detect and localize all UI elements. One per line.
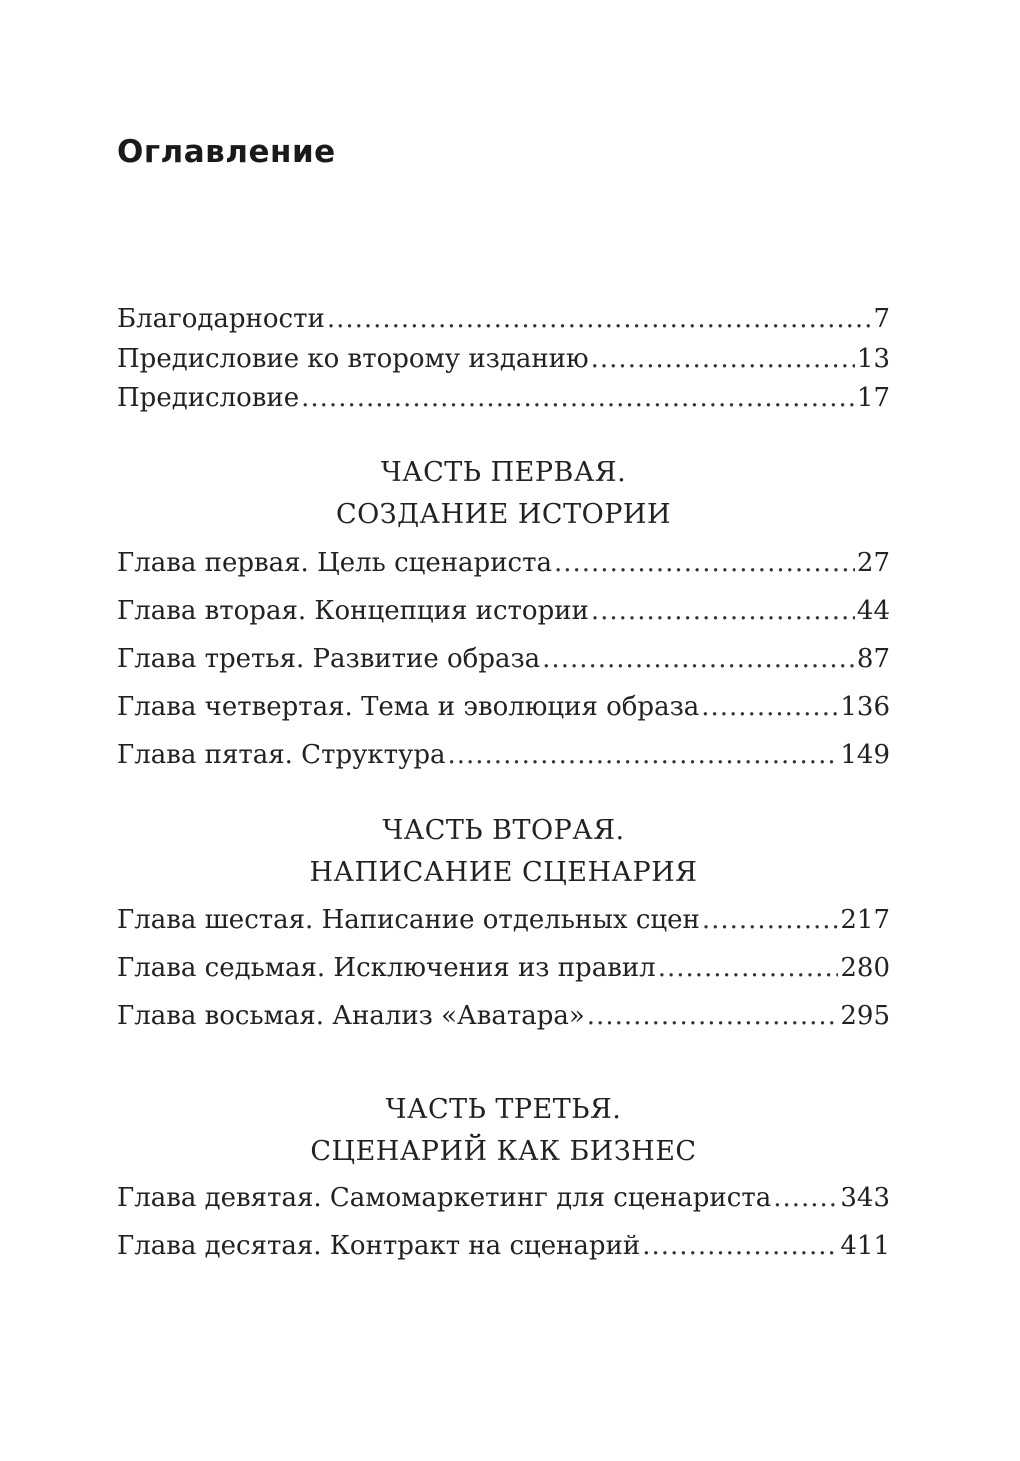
part-title: НАПИСАНИЕ СЦЕНАРИЯ	[309, 857, 698, 888]
part-number: ЧАСТЬ ВТОРАЯ.	[382, 815, 625, 846]
page-title: Оглавление	[117, 134, 336, 170]
toc-entry[interactable]	[117, 992, 890, 1040]
part-title: СОЗДАНИЕ ИСТОРИИ	[335, 499, 671, 530]
toc-entry[interactable]	[117, 944, 890, 992]
toc-entry-label: Глава первая. Цель сценариста	[117, 548, 552, 578]
toc-entry-label: Предисловие	[117, 383, 300, 413]
toc-entry-label: Глава четвертая. Тема и эволюция образа	[117, 692, 700, 722]
toc-entry-label: Глава седьмая. Исключения из правил	[117, 953, 656, 983]
toc-entry[interactable]	[117, 896, 890, 944]
toc-entry[interactable]	[117, 731, 890, 779]
part-heading	[117, 452, 890, 536]
toc-entry-page: 217	[840, 905, 890, 935]
toc-entry[interactable]	[117, 683, 890, 731]
dot-leader	[554, 539, 855, 587]
toc-entry-page: 44	[856, 596, 890, 626]
toc-entry-page: 7	[873, 304, 890, 334]
dot-leader	[301, 379, 855, 419]
toc-entry-page: 295	[840, 1001, 890, 1031]
toc-entry-page: 343	[840, 1183, 890, 1213]
toc-entry-page: 87	[856, 644, 890, 674]
dot-leader	[658, 944, 839, 992]
toc-entry[interactable]	[117, 539, 890, 587]
toc-entry-label: Глава вторая. Концепция истории	[117, 596, 589, 626]
part-number: ЧАСТЬ ПЕРВАЯ.	[380, 457, 627, 488]
toc-entry[interactable]	[117, 587, 890, 635]
part-heading	[117, 810, 890, 894]
dot-leader	[591, 340, 855, 380]
toc-entry-page: 411	[840, 1231, 890, 1261]
toc-entry-label: Глава шестая. Написание отдельных сцен	[117, 905, 700, 935]
toc-entry[interactable]	[117, 379, 890, 419]
dot-leader	[327, 300, 872, 340]
chapter-list	[117, 896, 890, 1040]
toc-entry-label: Благодарности	[117, 304, 325, 334]
toc-entry-page: 149	[840, 740, 890, 770]
dot-leader	[773, 1174, 838, 1222]
dot-leader	[702, 896, 839, 944]
toc-entry-label: Глава десятая. Контракт на сценарий	[117, 1231, 641, 1261]
part-heading	[117, 1089, 890, 1173]
part-title: СЦЕНАРИЙ КАК БИЗНЕС	[310, 1136, 697, 1167]
toc-entry-page: 17	[856, 383, 890, 413]
toc-entry-label: Глава девятая. Самомаркетинг для сценариста	[117, 1183, 772, 1213]
toc-entry-label: Предисловие ко второму изданию	[117, 343, 589, 374]
toc-entry[interactable]	[117, 635, 890, 683]
chapter-list	[117, 539, 890, 779]
chapter-list	[117, 1174, 890, 1270]
toc-entry[interactable]	[117, 300, 890, 340]
dot-leader	[591, 587, 855, 635]
dot-leader	[447, 731, 838, 779]
toc-entry[interactable]	[117, 1174, 890, 1222]
dot-leader	[587, 992, 839, 1040]
toc-entry-label: Глава восьмая. Анализ «Аватара»	[117, 1001, 585, 1031]
front-matter-list	[117, 300, 890, 419]
toc-entry[interactable]	[117, 340, 890, 380]
part-number: ЧАСТЬ ТРЕТЬЯ.	[385, 1094, 622, 1125]
dot-leader	[701, 683, 838, 731]
toc-entry-page: 280	[840, 953, 890, 983]
toc-entry-label: Глава третья. Развитие образа	[117, 644, 541, 674]
toc-entry-label: Глава пятая. Структура	[117, 740, 446, 770]
toc-entry-page: 136	[840, 692, 890, 722]
dot-leader	[642, 1222, 838, 1270]
toc-entry-page: 27	[856, 548, 890, 578]
toc-entry[interactable]	[117, 1222, 890, 1270]
toc-entry-page: 13	[856, 343, 890, 374]
dot-leader	[542, 635, 855, 683]
